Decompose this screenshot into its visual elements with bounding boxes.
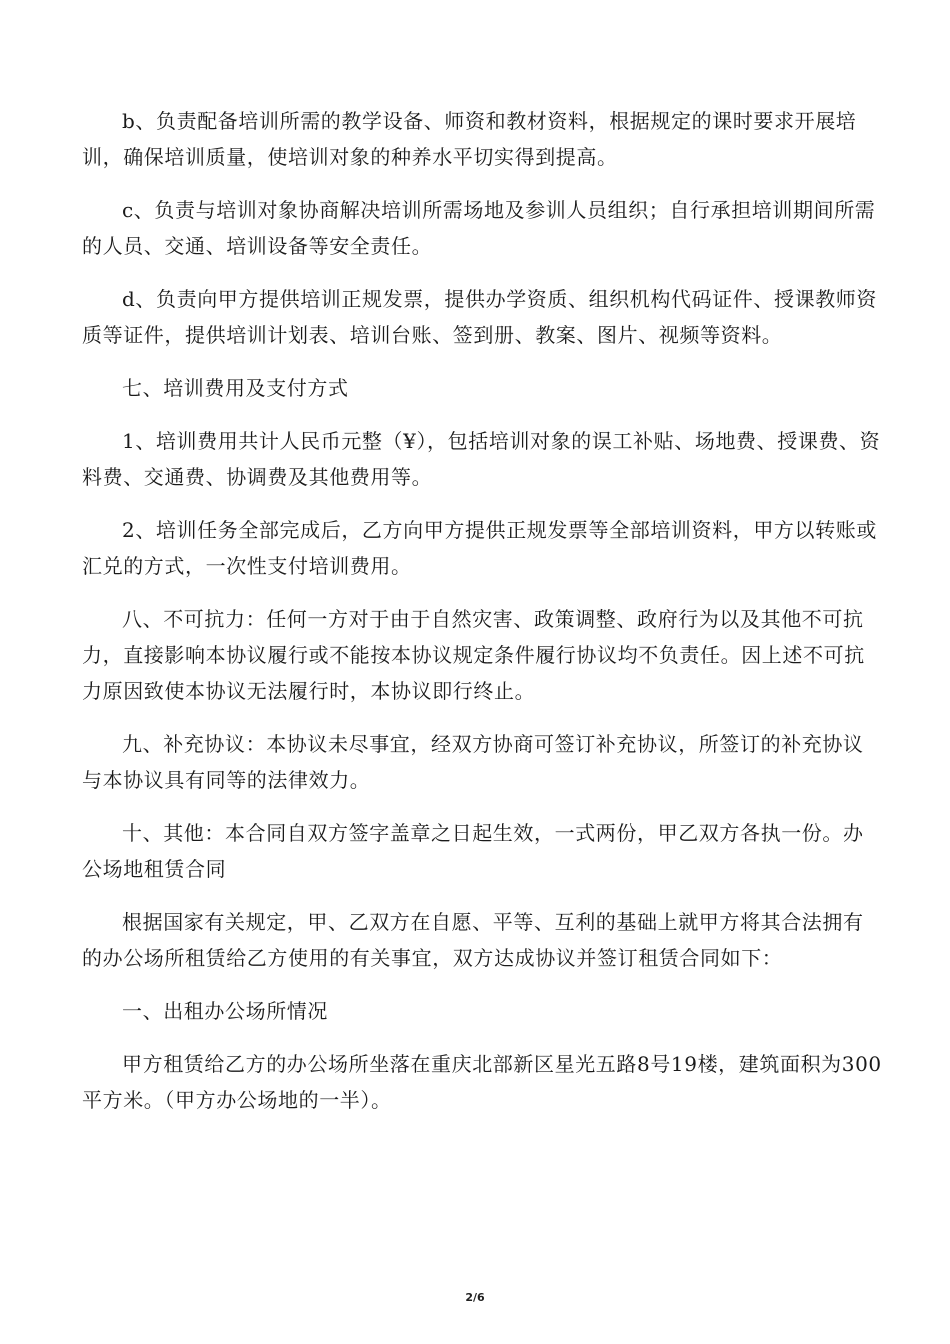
paragraph-lease-preamble: 根据国家有关规定，甲、乙双方在自愿、平等、互利的基础上就甲方将其合法拥有的办公场所租赁给乙方使用的有关事宜，双方达成协议并签订租赁合同如下： (82, 910, 864, 970)
page-number: 2/6 (465, 1291, 485, 1304)
section-heading-office-premises: 一、出租办公场所情况 (122, 999, 328, 1023)
paragraph-b-duties: b、负责配备培训所需的教学设备、师资和教材资料，根据规定的课时要求开展培训，确保培训质量，使培训对象的种养水平切实得到提高。 (82, 109, 857, 169)
paragraph-other: 十、其他：本合同自双方签字盖章之日起生效，一式两份，甲乙双方各执一份。办公场地租赁合同 (82, 821, 864, 881)
paragraph-d-duties: d、负责向甲方提供培训正规发票，提供办学资质、组织机构代码证件、授课教师资质等证件，提供培训计划表、培训台账、签到册、教案、图片、视频等资料。 (82, 287, 878, 347)
document-body (82, 103, 882, 1118)
section-heading-training-fees: 七、培训费用及支付方式 (122, 376, 349, 400)
paragraph-c-duties: c、负责与培训对象协商解决培训所需场地及参训人员组织；自行承担培训期间所需的人员、交通、培训设备等安全责任。 (82, 198, 876, 258)
paragraph-fee-payment: 2、培训任务全部完成后，乙方向甲方提供正规发票等全部培训资料，甲方以转账或汇兑的方式，一次性支付培训费用。 (82, 518, 877, 578)
paragraph-fee-total: 1、培训费用共计人民币元整（¥），包括培训对象的误工补贴、场地费、授课费、资料费、交通费、协调费及其他费用等。 (82, 429, 881, 489)
paragraph-force-majeure: 八、不可抗力：任何一方对于由于自然灾害、政策调整、政府行为以及其他不可抗力，直接影响本协议履行或不能按本协议规定条件履行协议均不负责任。因上述不可抗力原因致使本协议无法履行时，本协议即行终止。 (82, 607, 865, 703)
paragraph-office-location: 甲方租赁给乙方的办公场所坐落在重庆北部新区星光五路8号19楼，建筑面积为300平方米。（甲方办公场地的一半）。 (82, 1052, 882, 1112)
paragraph-supplementary-agreement: 九、补充协议：本协议未尽事宜，经双方协商可签订补充协议，所签订的补充协议与本协议具有同等的法律效力。 (82, 732, 864, 792)
